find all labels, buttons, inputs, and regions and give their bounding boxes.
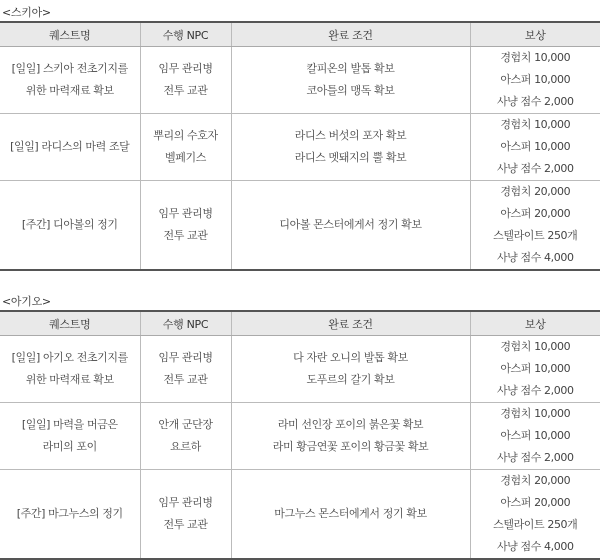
cell-line: 아스퍼 10,000 <box>471 69 600 91</box>
cell-line: [일일] 아기오 전초기지를 <box>0 347 140 369</box>
cell-line: [주간] 마그누스의 정기 <box>0 503 140 525</box>
cell-line: 임무 관리병 <box>141 58 231 80</box>
section-title-skia: <스키아> <box>2 4 51 20</box>
cell-line: 아스퍼 20,000 <box>471 203 600 225</box>
cell-line: 라미 선인장 포이의 붉은꽃 확보 <box>232 414 470 436</box>
cell-line: 위한 마력재료 확보 <box>0 369 140 391</box>
header-row <box>0 311 600 336</box>
cell-condition <box>231 336 470 403</box>
cell-line: 스텔라이트 250개 <box>471 514 600 536</box>
cell-line: 마그누스 몬스터에게서 정기 확보 <box>232 503 470 525</box>
cell-npc <box>140 403 231 470</box>
cell-line: 라미 황금연꽃 포이의 황금꽃 확보 <box>232 436 470 458</box>
cell-npc <box>140 181 231 271</box>
header-quest-name: 퀘스트명 <box>0 22 140 47</box>
cell-line: 사냥 점수 4,000 <box>471 536 600 558</box>
header-reward: 보상 <box>470 311 600 336</box>
cell-line: 아스퍼 10,000 <box>471 425 600 447</box>
cell-line: 디아볼 몬스터에게서 정기 확보 <box>232 214 470 236</box>
cell-line: 사냥 점수 2,000 <box>471 447 600 469</box>
header-npc: 수행 NPC <box>140 311 231 336</box>
cell-line: 안개 군단장 <box>141 414 231 436</box>
cell-npc <box>140 336 231 403</box>
table-row <box>0 403 600 470</box>
header-reward: 보상 <box>470 22 600 47</box>
header-condition: 완료 조건 <box>231 311 470 336</box>
cell-line: 스텔라이트 250개 <box>471 225 600 247</box>
cell-line: 경험치 10,000 <box>471 47 600 69</box>
cell-line: 라디스 버섯의 포자 확보 <box>232 125 470 147</box>
cell-line: 사냥 점수 2,000 <box>471 158 600 180</box>
cell-npc <box>140 470 231 560</box>
header-quest-name: 퀘스트명 <box>0 311 140 336</box>
cell-line: 경험치 10,000 <box>471 403 600 425</box>
cell-condition <box>231 114 470 181</box>
cell-line: 아스퍼 10,000 <box>471 358 600 380</box>
cell-line: 전투 교관 <box>141 369 231 391</box>
cell-line: 아스퍼 10,000 <box>471 136 600 158</box>
cell-reward <box>470 470 600 560</box>
cell-condition <box>231 47 470 114</box>
section-title-agio: <아기오> <box>2 293 51 309</box>
cell-quest-name <box>0 336 140 403</box>
cell-reward <box>470 47 600 114</box>
table-row <box>0 47 600 114</box>
cell-line: 전투 교관 <box>141 514 231 536</box>
cell-quest-name <box>0 470 140 560</box>
cell-line: 도푸르의 갈기 확보 <box>232 369 470 391</box>
cell-line: 경험치 20,000 <box>471 470 600 492</box>
cell-reward <box>470 181 600 271</box>
cell-quest-name <box>0 114 140 181</box>
cell-quest-name <box>0 181 140 271</box>
cell-line: 다 자란 오니의 발톱 확보 <box>232 347 470 369</box>
cell-line: 경험치 20,000 <box>471 181 600 203</box>
cell-line: 임무 관리병 <box>141 203 231 225</box>
cell-reward <box>470 114 600 181</box>
table-row <box>0 114 600 181</box>
cell-line: 사냥 점수 2,000 <box>471 380 600 402</box>
table-row <box>0 336 600 403</box>
cell-line: 사냥 점수 2,000 <box>471 91 600 113</box>
quest-table-agio <box>0 310 600 560</box>
header-npc: 수행 NPC <box>140 22 231 47</box>
cell-line: 경험치 10,000 <box>471 336 600 358</box>
cell-line: 칼피온의 발톱 확보 <box>232 58 470 80</box>
cell-reward <box>470 336 600 403</box>
header-condition: 완료 조건 <box>231 22 470 47</box>
cell-quest-name <box>0 47 140 114</box>
cell-condition <box>231 470 470 560</box>
cell-line: 임무 관리병 <box>141 347 231 369</box>
table-row <box>0 181 600 271</box>
cell-line: 위한 마력재료 확보 <box>0 80 140 102</box>
cell-line: [일일] 라디스의 마력 조달 <box>0 136 140 158</box>
cell-line: 라미의 포이 <box>0 436 140 458</box>
cell-line: 아스퍼 20,000 <box>471 492 600 514</box>
cell-reward <box>470 403 600 470</box>
header-row <box>0 22 600 47</box>
cell-line: 벨페기스 <box>141 147 231 169</box>
cell-condition <box>231 181 470 271</box>
cell-line: 전투 교관 <box>141 225 231 247</box>
cell-line: [일일] 마력을 머금은 <box>0 414 140 436</box>
cell-line: 임무 관리병 <box>141 492 231 514</box>
cell-npc <box>140 47 231 114</box>
cell-line: 사냥 점수 4,000 <box>471 247 600 269</box>
cell-line: 경험치 10,000 <box>471 114 600 136</box>
cell-quest-name <box>0 403 140 470</box>
cell-line: 코아틀의 맹독 확보 <box>232 80 470 102</box>
cell-line: [일일] 스키아 전초기지를 <box>0 58 140 80</box>
table-row <box>0 470 600 560</box>
quest-table-skia <box>0 21 600 271</box>
cell-line: 전투 교관 <box>141 80 231 102</box>
cell-condition <box>231 403 470 470</box>
cell-line: [주간] 디아볼의 정기 <box>0 214 140 236</box>
cell-line: 요르하 <box>141 436 231 458</box>
cell-line: 뿌리의 수호자 <box>141 125 231 147</box>
cell-npc <box>140 114 231 181</box>
cell-line: 라디스 멧돼지의 뿔 확보 <box>232 147 470 169</box>
